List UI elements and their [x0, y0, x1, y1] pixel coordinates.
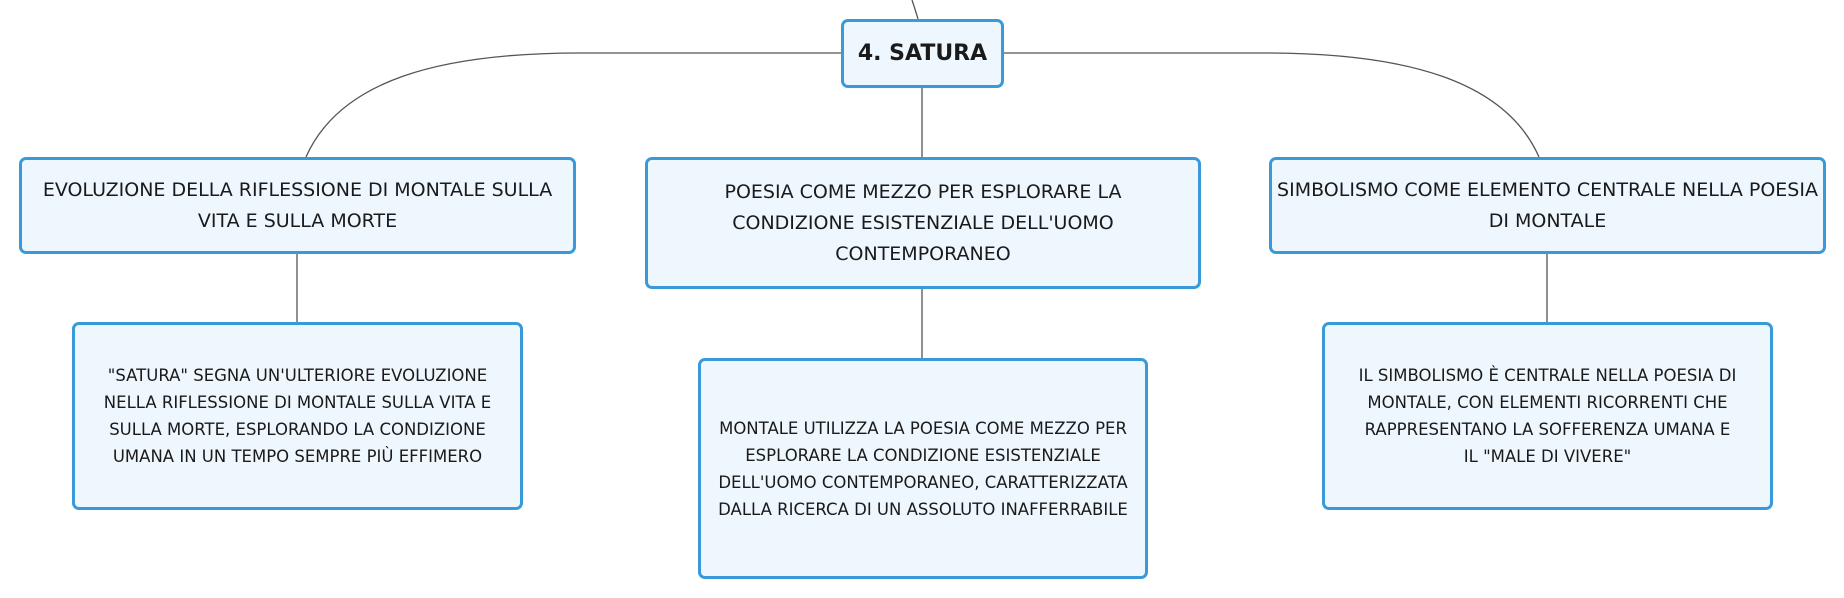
topic-node-label: SIMBOLISMO COME ELEMENTO CENTRALE NELLA POESIA DI MONTALE: [1277, 178, 1818, 232]
connector-parent-to-root: [912, 0, 918, 19]
root-node-label: 4. SATURA: [857, 41, 988, 66]
detail-node-text: "SATURA" SEGNA UN'ULTERIORE EVOLUZIONE NELLA RIFLESSIONE DI MONTALE SULLA VITA E SULLA MORTE, ESPLORANDO LA CONDIZIONE UMANA IN UN TEMPO SEMPRE PIÙ EFFIMERO: [103, 366, 492, 466]
detail-node-simbolismo[interactable]: [1322, 322, 1773, 510]
detail-node-text: IL SIMBOLISMO È CENTRALE NELLA POESIA DI MONTALE, CON ELEMENTI RICORRENTI CHE RAPPRESENTANO LA SOFFERENZA UMANA E IL "MALE DI VIVERE": [1358, 366, 1737, 466]
topic-node-condizione-esistenziale[interactable]: [645, 157, 1201, 289]
connector-root-to-topic-3: [1004, 53, 1539, 157]
connector-root-to-topic-1: [306, 53, 841, 157]
root-node[interactable]: [841, 19, 1004, 88]
topic-node-label: POESIA COME MEZZO PER ESPLORARE LA CONDIZIONE ESISTENZIALE DELL'UOMO CONTEMPORANEO: [724, 180, 1122, 265]
detail-node-vita-morte[interactable]: [72, 322, 523, 510]
detail-node-condizione-esistenziale[interactable]: [698, 358, 1148, 579]
topic-node-label: EVOLUZIONE DELLA RIFLESSIONE DI MONTALE SULLA VITA E SULLA MORTE: [42, 178, 553, 232]
detail-node-text: MONTALE UTILIZZA LA POESIA COME MEZZO PER ESPLORARE LA CONDIZIONE ESISTENZIALE DELL'UOMO CONTEMPORANEO, CARATTERIZZATA DALLA RICERCA DI UN ASSOLUTO INAFFERRABILE: [718, 418, 1128, 519]
topic-node-vita-morte[interactable]: [19, 157, 576, 254]
topic-node-simbolismo[interactable]: [1269, 157, 1826, 254]
